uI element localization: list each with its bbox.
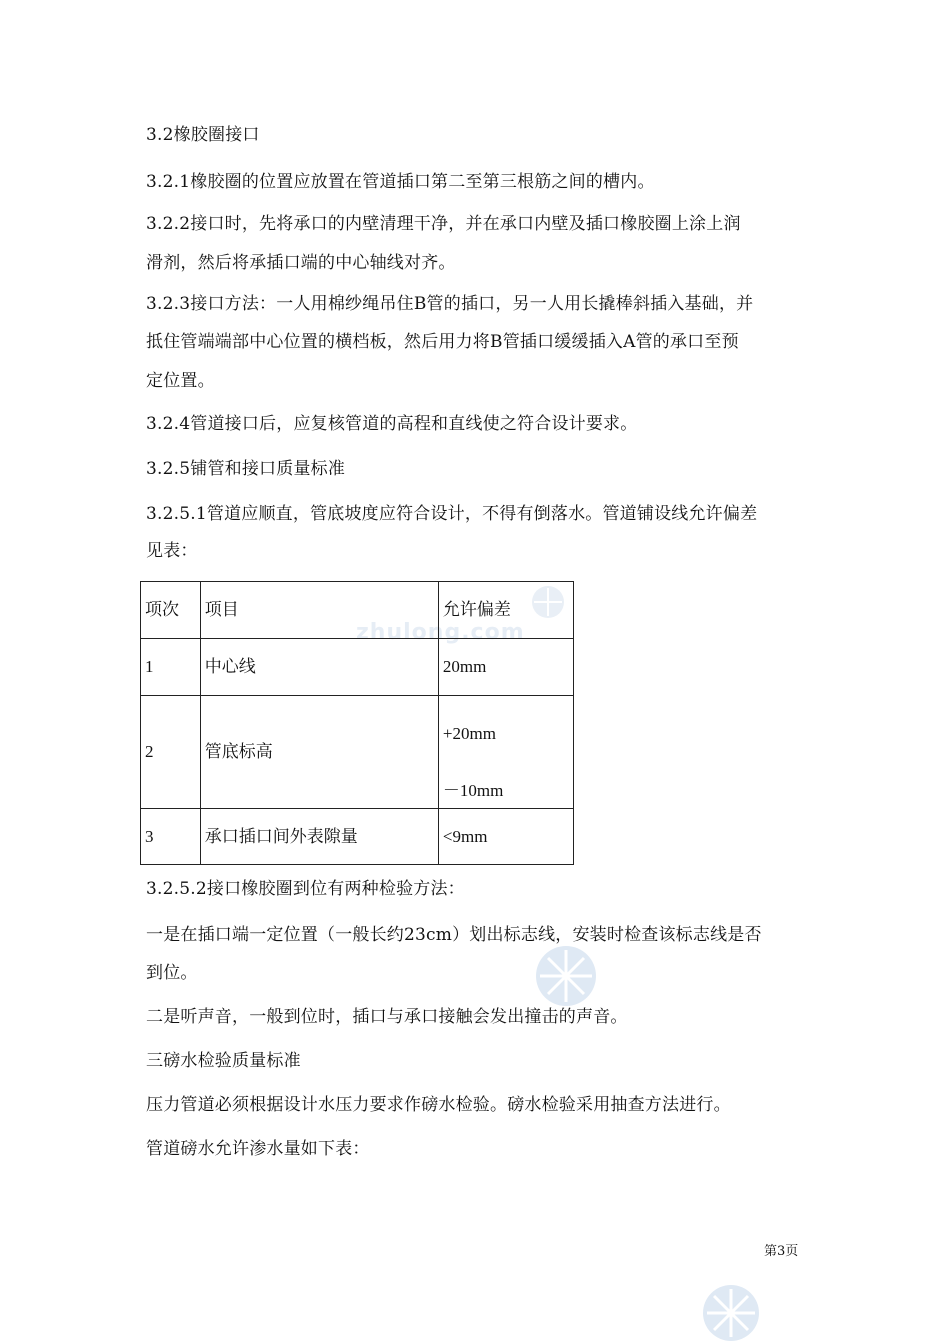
paragraph-3-2-3-line3: 定位置。 [146, 371, 215, 391]
table-cell-item: 管底标高 [200, 696, 438, 809]
paragraph-3-2-2-line1: 3.2.2接口时，先将承口的内壁清理干净，并在承口内壁及插口橡胶圈上涂上润 [146, 214, 741, 234]
snowflake-watermark-icon [528, 938, 604, 1014]
paragraph-3-2-5-1-line2: 见表： [146, 541, 198, 561]
table-cell-no: 2 [141, 696, 201, 809]
paragraph-3-2-2-line2: 滑剂，然后将承插口端的中心轴线对齐。 [146, 253, 456, 273]
paragraph-3-2-4: 3.2.4管道接口后，应复核管道的高程和直线使之符合设计要求。 [146, 414, 638, 434]
tolerance-lower: －10mm [442, 781, 504, 800]
table-cell-tolerance [438, 696, 573, 809]
table-header-cell: 项次 [141, 582, 201, 639]
paragraph-3-2-5-2: 3.2.5.2接口橡胶圈到位有两种检验方法： [146, 879, 465, 899]
page-number: 第3页 [764, 1244, 799, 1259]
table-header-cell: 允许偏差 [438, 582, 573, 639]
paragraph-method-1-line1: 一是在插口端一定位置（一般长约23cm）划出标志线，安装时检查该标志线是否 [146, 925, 762, 945]
table-cell-tolerance: <9mm [438, 809, 573, 865]
paragraph-3-2-5-1-line1: 3.2.5.1管道应顺直，管底坡度应符合设计，不得有倒落水。管道铺设线允许偏差 [146, 504, 758, 524]
paragraph-method-2: 二是听声音，一般到位时，插口与承口接触会发出撞击的声音。 [146, 1007, 628, 1027]
heading-3-2: 3.2橡胶圈接口 [146, 125, 260, 145]
table-row [141, 639, 574, 696]
heading-3-2-5: 3.2.5铺管和接口质量标准 [146, 459, 346, 479]
table-cell-item: 承口插口间外表隙量 [200, 809, 438, 865]
table-cell-tolerance: 20mm [438, 639, 573, 696]
paragraph-seepage-table-intro: 管道磅水允许渗水量如下表： [146, 1139, 370, 1159]
watermark-text: zhulong.com [356, 620, 525, 645]
paragraph-3-2-3-line2: 抵住管端端部中心位置的横档板，然后用力将B管插口缓缓插入A管的承口至预 [146, 332, 739, 352]
snowflake-watermark-icon [698, 1280, 764, 1344]
tolerance-upper: +20mm [442, 724, 496, 743]
table-row [141, 809, 574, 865]
table-cell-no: 1 [141, 639, 201, 696]
tolerance-table [140, 581, 574, 865]
paragraph-pressure-test: 压力管道必须根据设计水压力要求作磅水检验。磅水检验采用抽查方法进行。 [146, 1095, 731, 1115]
paragraph-3-2-1: 3.2.1橡胶圈的位置应放置在管道插口第二至第三根筋之间的槽内。 [146, 172, 655, 192]
table-header-row [141, 582, 574, 639]
table-cell-item: 中心线 [200, 639, 438, 696]
paragraph-3-2-3-line1: 3.2.3接口方法：一人用棉纱绳吊住B管的插口，另一人用长撬棒斜插入基础，并 [146, 294, 754, 314]
heading-pressure-test: 三磅水检验质量标准 [146, 1051, 301, 1071]
paragraph-method-1-line2: 到位。 [146, 963, 198, 983]
table-header-cell: 项目 [200, 582, 438, 639]
table-cell-no: 3 [141, 809, 201, 865]
table-row [141, 696, 574, 809]
